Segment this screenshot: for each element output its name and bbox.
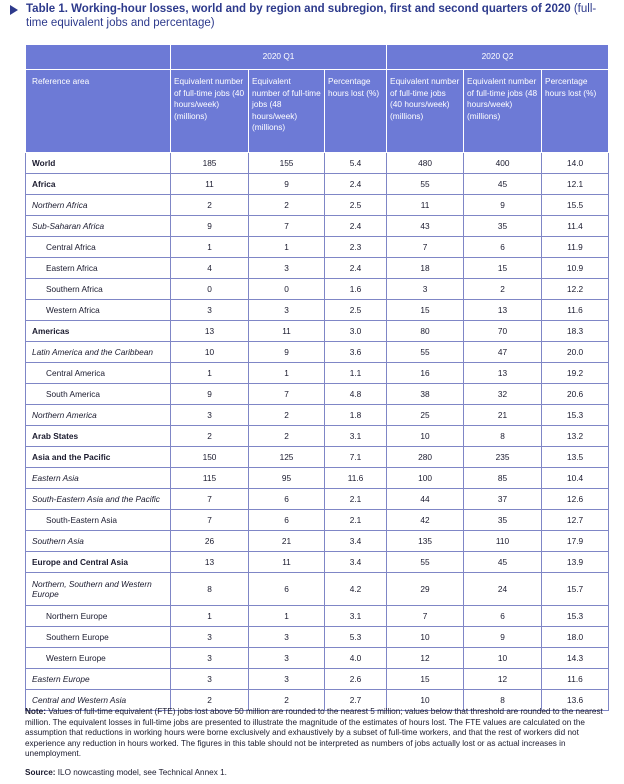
cell-q1-pct: 1.8 [325,405,387,426]
cell-q2-fte48: 70 [464,321,542,342]
cell-q2-pct: 13.5 [542,447,609,468]
table-title-bold: Table 1. Working-hour losses, world and by region and subregion, first and second quarters of 2020 [26,3,571,15]
note-label: Note: [25,707,46,716]
row-reference-area: World [26,153,171,174]
cell-q1-pct: 11.6 [325,468,387,489]
cell-q1-fte48: 125 [249,447,325,468]
cell-q1-fte40: 3 [171,405,249,426]
cell-q2-pct: 15.5 [542,195,609,216]
cell-q1-fte40: 11 [171,174,249,195]
triangle-bullet-icon [10,5,18,15]
row-reference-area: Western Europe [26,648,171,669]
cell-q1-fte40: 2 [171,690,249,711]
cell-q2-pct: 11.6 [542,669,609,690]
cell-q2-pct: 18.3 [542,321,609,342]
cell-q1-fte48: 2 [249,426,325,447]
working-hour-losses-table [25,44,609,711]
cell-q1-fte48: 3 [249,669,325,690]
table-row [26,174,609,195]
cell-q2-fte48: 13 [464,363,542,384]
cell-q2-pct: 20.0 [542,342,609,363]
row-reference-area: Sub-Saharan Africa [26,216,171,237]
table-body [26,153,609,711]
row-reference-area: Northern Africa [26,195,171,216]
cell-q2-fte40: 135 [387,531,464,552]
cell-q2-fte48: 47 [464,342,542,363]
cell-q2-fte40: 38 [387,384,464,405]
header-q1-pct: Percentage hours lost (%) [325,70,387,153]
table-row [26,342,609,363]
cell-q2-pct: 13.6 [542,690,609,711]
cell-q1-pct: 3.1 [325,426,387,447]
cell-q1-fte48: 3 [249,627,325,648]
table-row [26,237,609,258]
cell-q1-fte40: 7 [171,510,249,531]
cell-q2-fte40: 7 [387,237,464,258]
cell-q1-fte40: 8 [171,573,249,606]
cell-q2-fte48: 6 [464,606,542,627]
cell-q2-fte48: 45 [464,174,542,195]
cell-q1-fte40: 3 [171,300,249,321]
cell-q2-fte40: 15 [387,300,464,321]
cell-q2-pct: 18.0 [542,627,609,648]
cell-q2-fte48: 37 [464,489,542,510]
cell-q1-pct: 4.8 [325,384,387,405]
cell-q2-fte48: 8 [464,690,542,711]
row-reference-area: Western Africa [26,300,171,321]
cell-q2-fte48: 9 [464,627,542,648]
cell-q2-pct: 20.6 [542,384,609,405]
cell-q1-fte48: 3 [249,300,325,321]
cell-q2-fte40: 7 [387,606,464,627]
cell-q1-fte48: 2 [249,690,325,711]
table-row [26,552,609,573]
cell-q1-pct: 3.6 [325,342,387,363]
cell-q1-pct: 2.3 [325,237,387,258]
cell-q2-fte48: 2 [464,279,542,300]
cell-q1-pct: 3.4 [325,531,387,552]
cell-q1-fte40: 115 [171,468,249,489]
cell-q2-fte48: 32 [464,384,542,405]
table-row [26,468,609,489]
table-row [26,216,609,237]
cell-q2-fte48: 6 [464,237,542,258]
table-row [26,573,609,606]
table-row [26,279,609,300]
cell-q1-fte40: 9 [171,384,249,405]
table-row [26,258,609,279]
cell-q2-pct: 12.7 [542,510,609,531]
cell-q1-fte40: 3 [171,648,249,669]
cell-q2-fte40: 18 [387,258,464,279]
cell-q1-fte48: 6 [249,573,325,606]
cell-q2-fte40: 44 [387,489,464,510]
table-row [26,405,609,426]
cell-q2-fte40: 12 [387,648,464,669]
row-reference-area: Northern Europe [26,606,171,627]
table-row [26,321,609,342]
table-row [26,447,609,468]
cell-q1-pct: 2.7 [325,690,387,711]
row-reference-area: Americas [26,321,171,342]
row-reference-area: Arab States [26,426,171,447]
cell-q1-pct: 2.4 [325,174,387,195]
cell-q1-fte40: 13 [171,552,249,573]
cell-q2-fte48: 45 [464,552,542,573]
cell-q1-fte48: 95 [249,468,325,489]
cell-q2-fte48: 9 [464,195,542,216]
cell-q2-fte48: 400 [464,153,542,174]
cell-q1-fte40: 0 [171,279,249,300]
cell-q1-fte48: 2 [249,405,325,426]
cell-q2-pct: 15.3 [542,405,609,426]
table-title-block [10,2,610,30]
row-reference-area: South-Eastern Asia [26,510,171,531]
cell-q2-pct: 13.2 [542,426,609,447]
note-text: Values of full-time equivalent (FTE) jobs lost above 50 million are rounded to the nearest 5 million; values below that threshold are rounded to the nearest million. The equivalent losses in full-time jobs are presented to illustrate the magnitude of the estimates of hours lost. The FTE values are calculated on the assumption that reductions in working hours were borne exclusively and exhaustively by a subset of full-time workers, and that the rest of workers did not experience any reduction in hours worked. The figures in this table should not be interpreted as numbers of jobs actually lost or as actual increases in unemployment. [25,707,603,759]
cell-q1-pct: 5.4 [325,153,387,174]
cell-q1-fte48: 11 [249,552,325,573]
table-row [26,489,609,510]
cell-q2-fte40: 80 [387,321,464,342]
table-row [26,606,609,627]
cell-q1-fte48: 155 [249,153,325,174]
cell-q1-fte40: 185 [171,153,249,174]
cell-q2-pct: 19.2 [542,363,609,384]
cell-q2-pct: 15.7 [542,573,609,606]
table-row [26,195,609,216]
cell-q2-fte48: 15 [464,258,542,279]
cell-q2-fte40: 10 [387,426,464,447]
cell-q1-fte48: 9 [249,342,325,363]
cell-q1-fte48: 1 [249,606,325,627]
table-title [26,2,610,30]
cell-q1-fte40: 1 [171,606,249,627]
cell-q1-fte40: 2 [171,195,249,216]
row-reference-area: Central America [26,363,171,384]
cell-q1-fte40: 26 [171,531,249,552]
table-row [26,648,609,669]
table-row [26,627,609,648]
cell-q1-pct: 2.6 [325,669,387,690]
cell-q1-pct: 2.4 [325,216,387,237]
cell-q1-fte40: 150 [171,447,249,468]
cell-q2-fte48: 110 [464,531,542,552]
cell-q1-fte40: 4 [171,258,249,279]
cell-q1-pct: 2.1 [325,489,387,510]
cell-q1-fte48: 0 [249,279,325,300]
cell-q1-pct: 3.0 [325,321,387,342]
cell-q2-fte48: 24 [464,573,542,606]
table-row [26,384,609,405]
cell-q1-pct: 2.4 [325,258,387,279]
header-q1-fte40: Equivalent number of full-time jobs (40 hours/week) (millions) [171,70,249,153]
cell-q2-fte48: 21 [464,405,542,426]
cell-q2-fte40: 16 [387,363,464,384]
row-reference-area: Europe and Central Asia [26,552,171,573]
row-reference-area: Central Africa [26,237,171,258]
cell-q1-pct: 1.6 [325,279,387,300]
table-row [26,153,609,174]
cell-q1-fte40: 7 [171,489,249,510]
cell-q2-fte40: 55 [387,174,464,195]
table-source [25,768,227,777]
cell-q2-fte40: 55 [387,552,464,573]
table-note [25,707,608,760]
row-reference-area: Eastern Asia [26,468,171,489]
cell-q2-pct: 12.1 [542,174,609,195]
cell-q2-fte40: 100 [387,468,464,489]
cell-q1-pct: 2.5 [325,195,387,216]
header-q2-fte40: Equivalent number of full-time jobs (40 hours/week) (millions) [387,70,464,153]
cell-q1-pct: 2.1 [325,510,387,531]
cell-q2-fte48: 85 [464,468,542,489]
row-reference-area: South-Eastern Asia and the Pacific [26,489,171,510]
cell-q2-fte40: 15 [387,669,464,690]
cell-q1-fte40: 10 [171,342,249,363]
row-reference-area: Africa [26,174,171,195]
cell-q2-pct: 14.3 [542,648,609,669]
cell-q2-fte40: 10 [387,627,464,648]
cell-q1-fte48: 2 [249,195,325,216]
row-reference-area: Southern Africa [26,279,171,300]
cell-q2-fte40: 25 [387,405,464,426]
cell-q2-pct: 15.3 [542,606,609,627]
cell-q1-fte48: 21 [249,531,325,552]
cell-q2-fte40: 10 [387,690,464,711]
cell-q2-pct: 17.9 [542,531,609,552]
cell-q2-pct: 11.6 [542,300,609,321]
header-q2-pct: Percentage hours lost (%) [542,70,609,153]
header-q2-fte48: Equivalent number of full-time jobs (48 hours/week) (millions) [464,70,542,153]
cell-q1-fte48: 9 [249,174,325,195]
cell-q1-fte48: 7 [249,384,325,405]
cell-q1-pct: 3.1 [325,606,387,627]
table-title-rest: (full-time equivalent jobs and percentage) [26,3,597,29]
cell-q2-fte48: 35 [464,216,542,237]
cell-q1-pct: 1.1 [325,363,387,384]
row-reference-area: Southern Asia [26,531,171,552]
cell-q1-fte48: 7 [249,216,325,237]
cell-q2-fte40: 11 [387,195,464,216]
row-reference-area: Northern, Southern and Western Europe [26,573,171,606]
header-reference-area: Reference area [26,70,171,153]
cell-q1-fte48: 11 [249,321,325,342]
cell-q1-fte48: 6 [249,489,325,510]
cell-q1-pct: 4.0 [325,648,387,669]
cell-q2-fte48: 235 [464,447,542,468]
cell-q1-fte48: 1 [249,363,325,384]
cell-q1-pct: 5.3 [325,627,387,648]
cell-q2-pct: 12.2 [542,279,609,300]
source-text: ILO nowcasting model, see Technical Annex 1. [55,768,227,777]
cell-q1-pct: 3.4 [325,552,387,573]
row-reference-area: Central and Western Asia [26,690,171,711]
cell-q1-pct: 7.1 [325,447,387,468]
cell-q1-pct: 4.2 [325,573,387,606]
cell-q2-pct: 14.0 [542,153,609,174]
row-reference-area: Eastern Africa [26,258,171,279]
cell-q2-fte40: 480 [387,153,464,174]
cell-q2-fte40: 42 [387,510,464,531]
cell-q2-fte48: 8 [464,426,542,447]
cell-q2-pct: 11.4 [542,216,609,237]
cell-q2-fte40: 3 [387,279,464,300]
cell-q2-fte48: 13 [464,300,542,321]
cell-q2-fte40: 280 [387,447,464,468]
header-q2: 2020 Q2 [387,45,609,70]
cell-q1-fte40: 9 [171,216,249,237]
cell-q2-pct: 12.6 [542,489,609,510]
cell-q2-fte48: 35 [464,510,542,531]
source-label: Source: [25,768,56,777]
cell-q2-fte40: 29 [387,573,464,606]
row-reference-area: Latin America and the Caribbean [26,342,171,363]
table-row [26,300,609,321]
table-row [26,363,609,384]
cell-q1-fte48: 3 [249,258,325,279]
table-row [26,510,609,531]
cell-q1-fte40: 2 [171,426,249,447]
cell-q2-pct: 10.9 [542,258,609,279]
table-row [26,426,609,447]
cell-q2-fte48: 10 [464,648,542,669]
row-reference-area: Eastern Europe [26,669,171,690]
cell-q1-fte40: 1 [171,237,249,258]
row-reference-area: Southern Europe [26,627,171,648]
row-reference-area: Asia and the Pacific [26,447,171,468]
header-q1: 2020 Q1 [171,45,387,70]
cell-q1-pct: 2.5 [325,300,387,321]
header-blank [26,45,171,70]
cell-q1-fte48: 3 [249,648,325,669]
row-reference-area: South America [26,384,171,405]
cell-q1-fte48: 1 [249,237,325,258]
cell-q1-fte40: 1 [171,363,249,384]
cell-q2-fte40: 43 [387,216,464,237]
cell-q2-pct: 11.9 [542,237,609,258]
table-row [26,669,609,690]
cell-q1-fte40: 13 [171,321,249,342]
header-q1-fte48: Equivalent number of full-time jobs (48 hours/week) (millions) [249,70,325,153]
cell-q2-pct: 13.9 [542,552,609,573]
cell-q2-fte48: 12 [464,669,542,690]
cell-q2-pct: 10.4 [542,468,609,489]
row-reference-area: Northern America [26,405,171,426]
cell-q1-fte48: 6 [249,510,325,531]
cell-q2-fte40: 55 [387,342,464,363]
cell-q1-fte40: 3 [171,627,249,648]
cell-q1-fte40: 3 [171,669,249,690]
table-row [26,531,609,552]
